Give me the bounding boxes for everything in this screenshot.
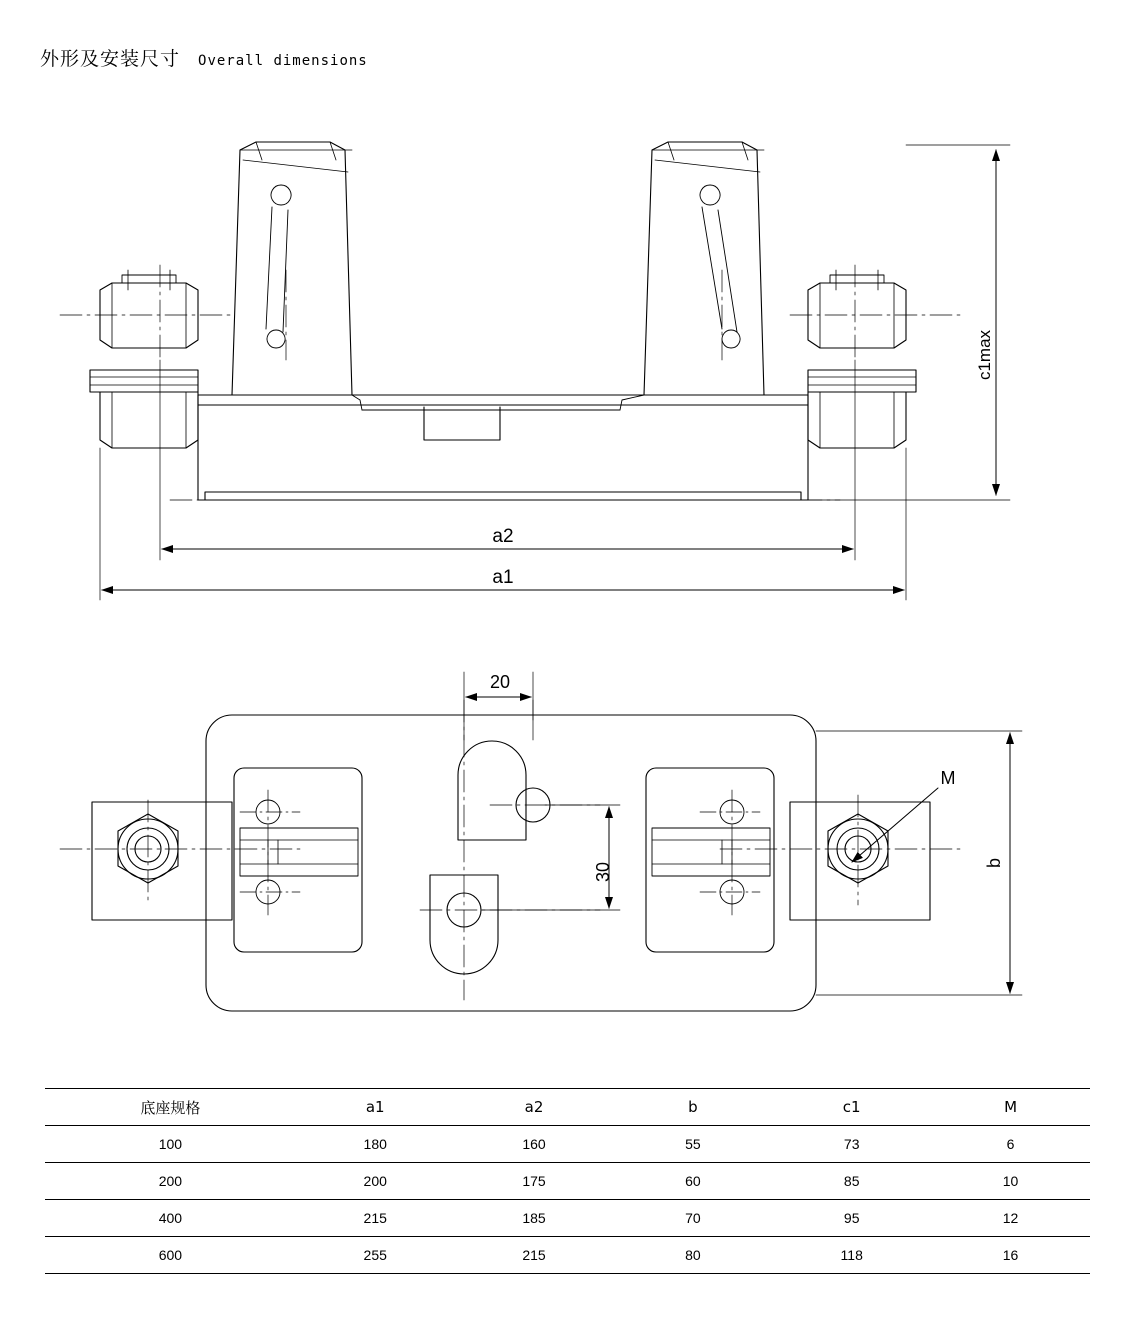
table-row [45,1200,1090,1237]
table-cell: 118 [772,1237,931,1274]
table-cell: 400 [45,1200,296,1237]
front-view [60,142,1010,600]
table-cell: 215 [296,1200,455,1237]
label-c1max: c1max [975,329,994,381]
label-m: M [940,768,956,788]
label-20: 20 [489,672,511,692]
label-30: 30 [593,861,613,883]
table-cell: 60 [613,1163,772,1200]
table-cell: 180 [296,1126,455,1163]
table-cell: 600 [45,1237,296,1274]
table-header-cell: 底座规格 [45,1089,296,1126]
table-row [45,1237,1090,1274]
table-cell: 80 [613,1237,772,1274]
table-row [45,1163,1090,1200]
table-cell: 10 [931,1163,1090,1200]
label-a2: a2 [492,526,514,547]
page-title-english: Overall dimensions [198,53,368,69]
table-cell: 215 [455,1237,614,1274]
table-cell: 160 [455,1126,614,1163]
leader-m [852,788,938,862]
table-cell: 255 [296,1237,455,1274]
dimension-c1max [808,145,1010,500]
label-b: b [984,857,1004,869]
table-header-cell: b [613,1089,772,1126]
table-cell: 200 [45,1163,296,1200]
table-row [45,1126,1090,1163]
label-a1: a1 [492,567,514,588]
table-cell: 185 [455,1200,614,1237]
table-cell: 100 [45,1126,296,1163]
table-header-row [45,1089,1090,1126]
table-cell: 70 [613,1200,772,1237]
table-cell: 16 [931,1237,1090,1274]
table-header-cell: a2 [455,1089,614,1126]
table-cell: 55 [613,1126,772,1163]
top-view [60,672,1022,1011]
table-cell: 12 [931,1200,1090,1237]
table-cell: 175 [455,1163,614,1200]
specification-table [45,1088,1090,1274]
table-cell: 6 [931,1126,1090,1163]
table-header-cell: M [931,1089,1090,1126]
table-cell: 95 [772,1200,931,1237]
table-cell: 200 [296,1163,455,1200]
table-header-cell: a1 [296,1089,455,1126]
dimension-30 [482,805,620,910]
page-title-chinese: 外形及安装尺寸 [40,48,181,70]
table-cell: 85 [772,1163,931,1200]
table-header-cell: c1 [772,1089,931,1126]
table-cell: 73 [772,1126,931,1163]
